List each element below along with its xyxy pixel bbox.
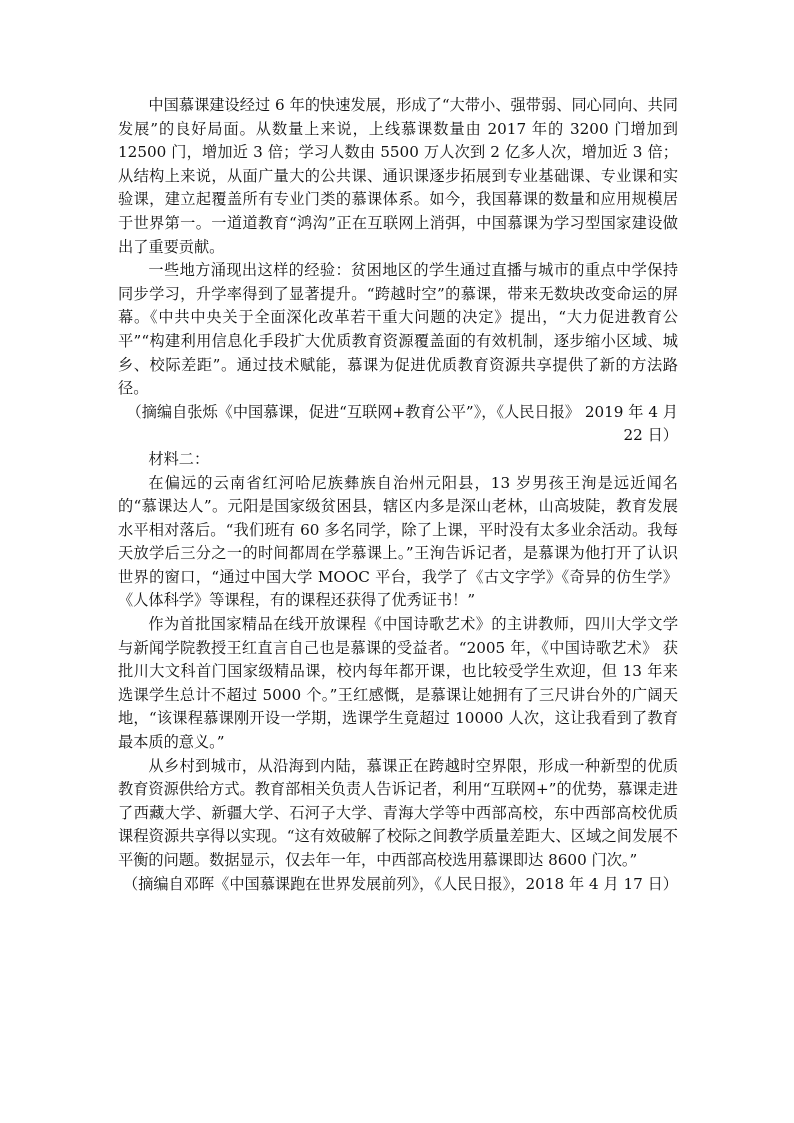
material1-paragraph-2: 一些地方涌现出这样的经验：贫困地区的学生通过直播与城市的重点中学保持同步学习，升学率得到了显著提升。“跨越时空”的慕课，带来无数块改变命运的屏幕。《中共中央关于全面深化改革若干重大问题的决定》提出，“大力促进教育公平”“构建利用信息化手段扩大优质教育资源覆盖面的有效机制，逐步缩小区域、城乡、校际差距”。通过技术赋能，慕课为促进优质教育资源共享提供了新的方法路径。 [118, 261, 678, 398]
material2-paragraph-2: 作为首批国家精品在线开放课程《中国诗歌艺术》的主讲教师，四川大学文学与新闻学院教授王红直言自己也是慕课的受益者。“2005 年，《中国诗歌艺术》 获批川大文科首门国家级精品课，校内每年都开课，也比较受学生欢迎，但 13 年来选课学生总计不超过 5000 个。”王红感慨，是慕课让她拥有了三尺讲台外的广阔天地，“该课程慕课刚开设一学期，选课学生竟超过 10000 人次，这让我看到了教育最本质的意义。” [118, 615, 678, 752]
material2-label: 材料二： [148, 449, 210, 468]
material2-paragraph-1: 在偏远的云南省红河哈尼族彝族自治州元阳县，13 岁男孩王洵是远近闻名的“慕课达人”。元阳是国家级贫困县，辖区内多是深山老林，山高坡陡，教育发展水平相对落后。“我们班有 60 多名同学，除了上课，平时没有太多业余活动。我每天放学后三分之一的时间都周在学慕课上。”王洵告诉记者，是慕课为他打开了认识世界的窗口，“通过中国大学 MOOC 平台，我学了《古文字学》《奇异的仿生学》《人体科学》等课程，有的课程还获得了优秀证书！” [118, 473, 678, 610]
material1-paragraph-1: 中国慕课建设经过 6 年的快速发展，形成了“大带小、强带弱、同心同向、共同发展”的良好局面。从数量上来说，上线慕课数量由 2017 年的 3200 门增加到 12500 门，增加近 3 倍；学习人数由 5500 万人次到 2 亿多人次，增加近 3 倍；从结构上来说，从面广量大的公共课、通识课逐步拓展到专业基础课、专业课和实验课，建立起覆盖所有专业门类的慕课体系。如今，我国幕课的数量和应用规模居于世界第一。一道道教育“鸿沟”正在互联网上消弭，中国慕课为学习型国家建设做出了重要贡献。 [118, 96, 678, 256]
material2-paragraph-3: 从乡村到城市，从沿海到内陆，慕课正在跨越时空界限，形成一种新型的优质教育资源供给方式。教育部相关负责人告诉记者，利用“互联网+”的优势，慕课走进了西藏大学、新疆大学、石河子大学、青海大学等中西部高校，东中西部高校优质课程资源共享得以实现。“这有效破解了校际之间教学质量差距大、区域之间发展不平衡的问题。数据显示，仅去年一年，中西部高校选用慕课即达 8600 门次。” [118, 756, 678, 869]
material2-source: （摘编自邓晖《中国慕课跑在世界发展前列》，《人民日报》，2018 年 4 月 17 日） [123, 874, 678, 893]
document-page [118, 94, 678, 896]
material1-source: （摘编自张烁《中国慕课，促进“互联网+教育公平”》，《人民日报》 2019 年 4 月 22 日） [126, 402, 678, 445]
